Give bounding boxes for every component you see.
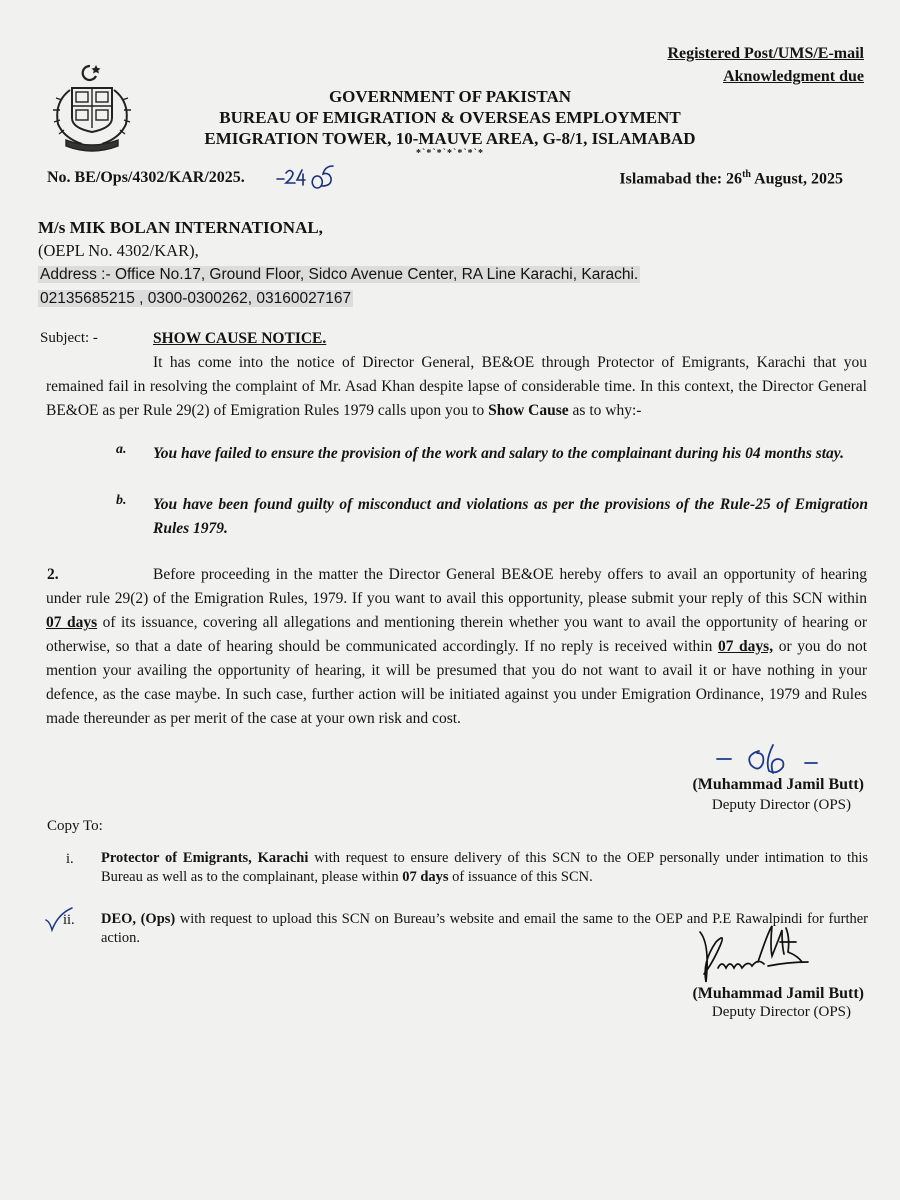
addressee-address: Address :- Office No.17, Ground Floor, Sidco Avenue Center, RA Line Karachi, Karachi.	[40, 266, 639, 283]
issue-date: Islamabad the: 26th August, 2025	[619, 169, 843, 188]
body-paragraph-1: It has come into the notice of Director General, BE&OE through Protector of Emigrants, Karachi that you remained fail in resolving the complaint of Mr. Asad Khan despite lapse of considerable time. In this context, the Director General BE&OE as per Rule 29(2) of Emigration Rules 1979 calls upon you to Show Cause as to why:-	[46, 354, 867, 419]
addressee-phones: 02135685215 , 0300-0300262, 03160027167	[40, 290, 352, 307]
copy-item: DEO, (Ops) with request to upload this SCN on Bureau’s website and email the same to the OEP and P.E Rawalpindi for further action.	[101, 911, 868, 946]
letterhead-line-1: GOVERNMENT OF PAKISTAN	[328, 87, 572, 106]
dispatch-line-2: Aknowledgment due	[723, 68, 864, 85]
dispatch-mode	[667, 42, 864, 88]
signature	[688, 922, 818, 984]
letterhead	[0, 86, 900, 149]
subject-text: SHOW CAUSE NOTICE.	[153, 330, 327, 347]
paragraph-number: 2.	[47, 566, 59, 583]
signatory-name: (Muhammad Jamil Butt)	[692, 776, 864, 793]
dispatch-line-1: Registered Post/UMS/E-mail	[667, 45, 864, 62]
charge-text: You have failed to ensure the provision of the work and salary to the complainant during his 04 months stay.	[153, 445, 844, 462]
body-paragraph-2: Before proceeding in the matter the Director General BE&OE hereby offers to avail an opportunity of hearing under rule 29(2) of the Emigration Rules, 1979. If you want to avail this opportunity, please submit your reply of this SCN within 07 days of its issuance, covering all allegations and mentioning therein whether you want to avail the opportunity of hearing or otherwise, so that a date of hearing should be communicated accordingly. If no reply is received within 07 days, or you do not mention your availing the opportunity of hearing, it will be presumed that you do not want to avail it or have nothing in your defence, as the case maybe. In such case, further action will be initiated against you under Emigration Ordinance, 1979 and Rules made thereunder as per merit of the case at your own risk and cost.	[46, 566, 868, 727]
charge-marker: a.	[116, 442, 127, 457]
charge-text: You have been found guilty of misconduct and violations as per the provisions of the Rule-25 of Emigration Rules 1979.	[153, 496, 868, 537]
addressee-licence: (OEPL No. 4302/KAR),	[38, 241, 199, 260]
addressee-name: M/s MIK BOLAN INTERNATIONAL,	[38, 218, 323, 237]
copy-item-marker: ii.	[63, 912, 75, 928]
handwritten-number	[275, 162, 335, 192]
subject-label: Subject: -	[40, 330, 98, 346]
copy-to-label: Copy To:	[47, 818, 103, 834]
charge-marker: b.	[116, 493, 127, 508]
letterhead-ornament: *`*`*`*`*`*`*	[416, 148, 484, 159]
copy-item: Protector of Emigrants, Karachi with request to ensure delivery of this SCN to the OEP personally under intimation to this Bureau as well as to the complainant, please within 07 days of issuance of this SCN.	[101, 850, 868, 885]
copy-item-marker: i.	[66, 851, 74, 867]
reference-number: No. BE/Ops/4302/KAR/2025.	[47, 169, 245, 186]
signatory-designation: Deputy Director (OPS)	[711, 1004, 851, 1020]
letterhead-line-2: BUREAU OF EMIGRATION & OVERSEAS EMPLOYMENT	[219, 108, 681, 127]
letterhead-line-3: EMIGRATION TOWER, 10-MAUVE AREA, G-8/1, ISLAMABAD	[204, 129, 696, 148]
addressee-block	[38, 216, 640, 310]
signatory-designation: Deputy Director (OPS)	[711, 797, 851, 813]
signatory-name: (Muhammad Jamil Butt)	[692, 985, 864, 1002]
